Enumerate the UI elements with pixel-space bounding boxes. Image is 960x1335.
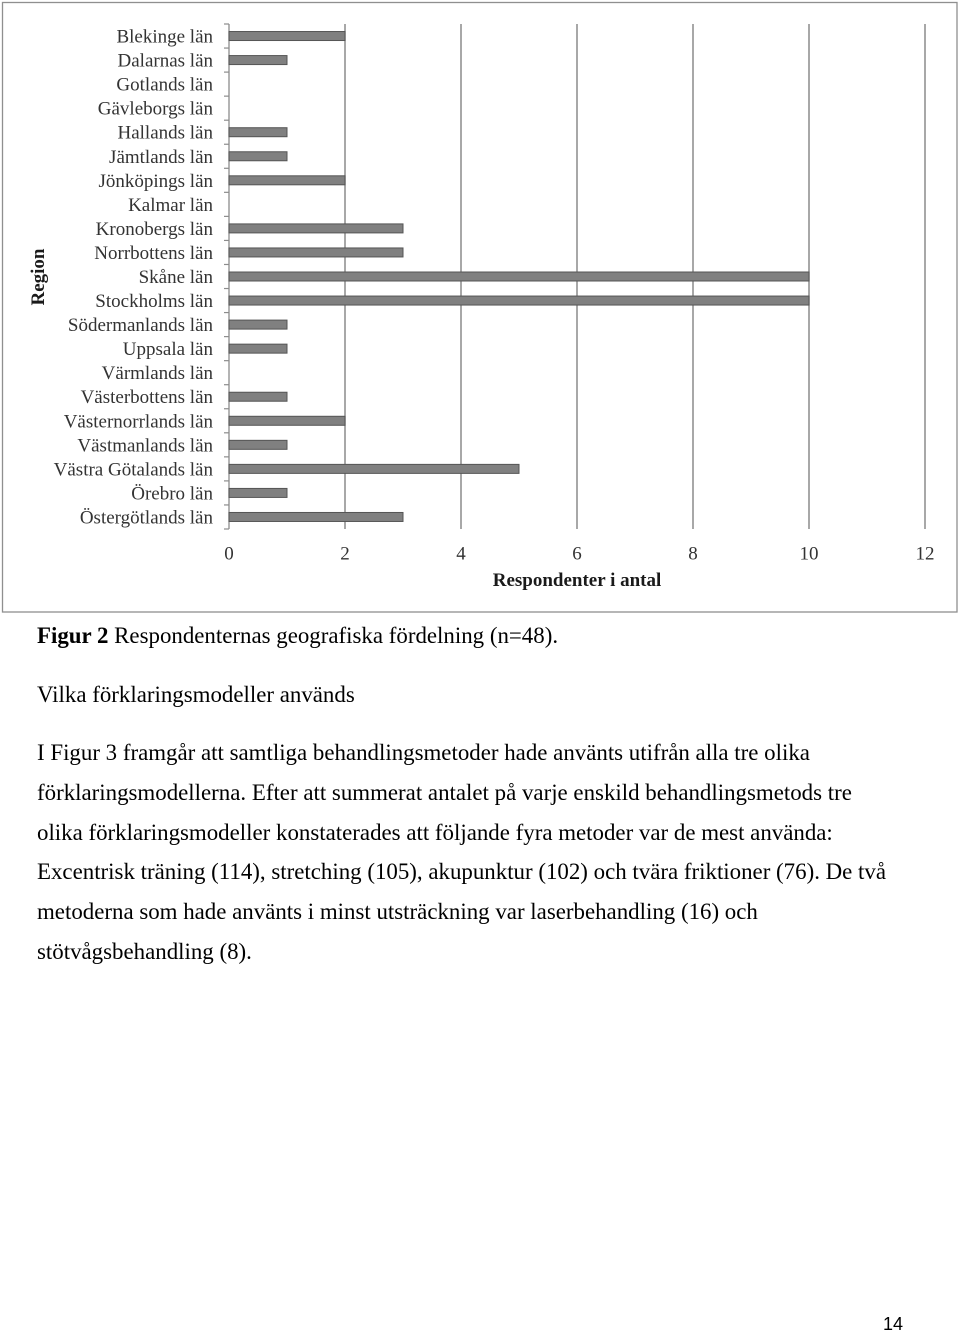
body-text-line: Excentrisk träning (114), stretching (105), akupunktur (102) och tvära friktioner (76). De två — [37, 859, 887, 885]
category-label: Kronobergs län — [95, 218, 213, 240]
category-label: Stockholms län — [95, 291, 213, 313]
bars — [229, 32, 809, 522]
bar — [229, 440, 287, 449]
bar — [229, 272, 809, 281]
figure-caption-text: Respondenternas geografiska fördelning (n=48). — [114, 623, 559, 648]
x-tick-label: 0 — [224, 543, 234, 565]
body-text-line: förklaringsmodellerna. Efter att summerat antalet på varje enskild behandlingsmetods tre — [37, 779, 852, 805]
category-label: Dalarnas län — [117, 50, 213, 72]
category-label: Skåne län — [138, 267, 213, 288]
section-heading: Vilka förklaringsmodeller används — [37, 682, 355, 707]
figure-label: Figur 2 — [37, 623, 109, 648]
bar — [229, 152, 287, 161]
category-label: Västerbottens län — [80, 387, 213, 409]
x-tick-label: 8 — [688, 543, 698, 565]
category-label: Örebro län — [131, 483, 213, 505]
category-label: Västmanlands län — [77, 435, 213, 457]
bar — [229, 32, 345, 41]
bar — [229, 224, 403, 233]
bar — [229, 296, 809, 305]
bar — [229, 416, 345, 425]
x-tick-label: 10 — [799, 543, 819, 565]
body-paragraph — [37, 733, 886, 972]
category-label: Västra Götalands län — [53, 459, 213, 481]
body-text-line: stötvågsbehandling (8). — [37, 938, 252, 964]
page-number: 14 — [883, 1314, 904, 1334]
region-bar-chart — [0, 0, 960, 615]
bar — [229, 128, 287, 137]
y-axis-title: Region — [28, 248, 49, 306]
body-text-line: olika förklaringsmodeller konstaterades att följande fyra metoder var de mest använda: — [37, 819, 833, 845]
category-label: Blekinge län — [116, 26, 213, 48]
category-labels — [54, 27, 214, 529]
category-label: Västernorrlands län — [63, 411, 213, 433]
bar — [229, 344, 287, 353]
x-axis-title: Respondenter i antal — [492, 570, 662, 591]
category-label: Norrbottens län — [94, 242, 213, 264]
category-label: Södermanlands län — [67, 315, 213, 337]
x-tick-labels — [224, 544, 934, 565]
x-tick-label: 2 — [340, 543, 350, 565]
bar — [229, 512, 403, 521]
category-label: Jönköpings län — [98, 170, 213, 192]
category-label: Gotlands län — [116, 74, 213, 96]
category-label: Östergötlands län — [79, 507, 213, 529]
x-tick-label: 4 — [456, 543, 466, 565]
body-text-line: metoderna som hade använts i minst utsträckning var laserbehandling (16) och — [37, 899, 758, 925]
category-label: Kalmar län — [128, 194, 213, 216]
category-label: Hallands län — [117, 122, 213, 144]
bar — [229, 488, 287, 497]
bar — [229, 392, 287, 401]
category-label: Värmlands län — [101, 363, 213, 385]
bar — [229, 464, 519, 473]
bar — [229, 248, 403, 257]
category-label: Uppsala län — [122, 339, 213, 361]
x-tick-label: 12 — [915, 543, 935, 565]
body-text-line: I Figur 3 framgår att samtliga behandlingsmetoder hade använts utifrån alla tre olika — [37, 740, 810, 765]
x-tick-label: 6 — [572, 543, 582, 565]
bar — [229, 176, 345, 185]
bar — [229, 320, 287, 329]
y-axis-ticks — [224, 24, 229, 529]
category-label: Jämtlands län — [109, 146, 213, 168]
bar — [229, 56, 287, 65]
figure-caption — [37, 622, 558, 650]
category-label: Gävleborgs län — [97, 98, 213, 120]
